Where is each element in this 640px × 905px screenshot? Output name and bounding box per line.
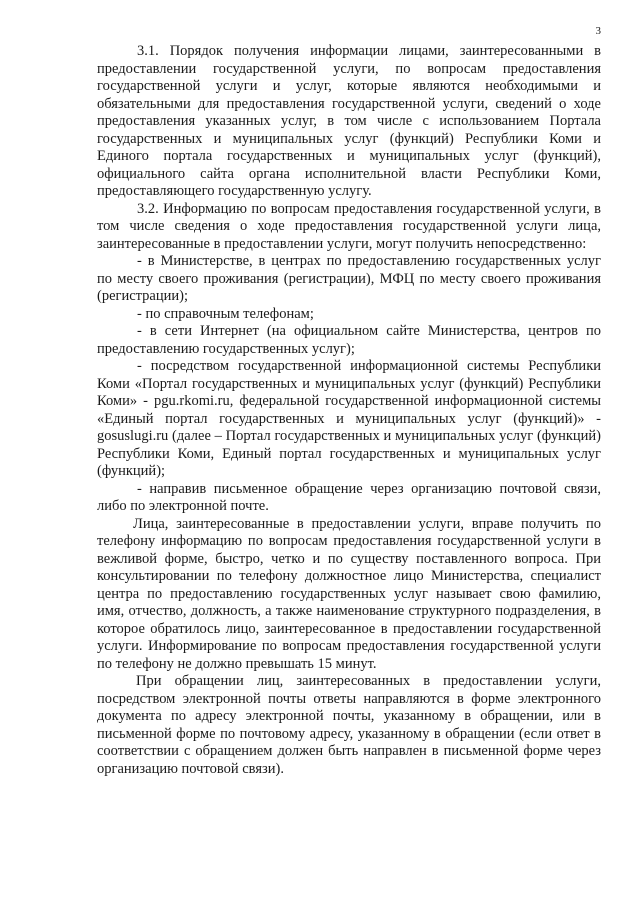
list-item-portal: - посредством государственной информационной системы Республики Коми «Портал государственных и муниципальных услуг (функций) Республики Коми» - pgu.rkomi.ru, федеральной государственной информационной системы «Единый портал государственных и муниципальных услуг (функций)» - gosuslugi.ru (далее – Портал государственных и муниципальных услуг (функций) Республики Коми, Единый портал государственных и муниципальных услуг (функций); xyxy=(97,358,601,479)
document-body xyxy=(97,43,601,778)
list-item-phones: - по справочным телефонам; xyxy=(137,305,314,322)
list-item-internet: - в сети Интернет (на официальном сайте Министерства, центров по предоставлению государственных услуг); xyxy=(97,323,601,357)
paragraph-phone-consultation: Лица, заинтересованные в предоставлении услуги, вправе получить по телефону информацию по вопросам предоставления государственной услуги в вежливой форме, быстро, четко и по существу поставленного вопроса. При консультировании по телефону должностное лицо Министерства, специалист центра по предоставлению государственных услуг называет свою фамилию, имя, отчество, должность, а также наименование структурного подразделения, в которое обратилось лицо, заинтересованное в предоставлении государственной услуги. Информирование по вопросам предоставления государственной услуги по телефону не должно превышать 15 минут. xyxy=(97,515,601,672)
list-item-ministry: - в Министерстве, в центрах по предоставлению государственных услуг по месту своего проживания (регистрации), МФЦ по месту своего проживания (регистрации); xyxy=(97,253,601,304)
paragraph-email-requests: При обращении лиц, заинтересованных в предоставлении услуги, посредством электронной почты ответы направляются в форме электронного документа по адресу электронной почты, указанному в обращении, или в письменной форме по почтовому адресу, указанному в обращении (если ответ в соответствии с обращением должен быть направлен в письменной форме через организацию почтовой связи). xyxy=(97,673,601,777)
page-number: 3 xyxy=(595,25,601,37)
paragraph-3-2: 3.2. Информацию по вопросам предоставления государственной услуги, в том числе сведения о ходе предоставления государственной услуги лица, заинтересованные в предоставлении услуги, могут получить непосредственно: xyxy=(97,200,601,252)
paragraph-3-1: 3.1. Порядок получения информации лицами, заинтересованными в предоставлении государственной услуги, по вопросам предоставления государственной услуги и услуг, которые являются необходимыми и обязательными для предоставления государственной услуги, сведений о ходе предоставления указанных услуг, в том числе с использованием Портала государственных и муниципальных услуг (функций) Республики Коми и Единого портала государственных и муниципальных услуг (функций), официального сайта органа исполнительной власти Республики Коми, предоставляющего государственную услугу. xyxy=(97,43,601,199)
list-item-mail: - направив письменное обращение через организацию почтовой связи, либо по электронной почте. xyxy=(97,480,601,514)
